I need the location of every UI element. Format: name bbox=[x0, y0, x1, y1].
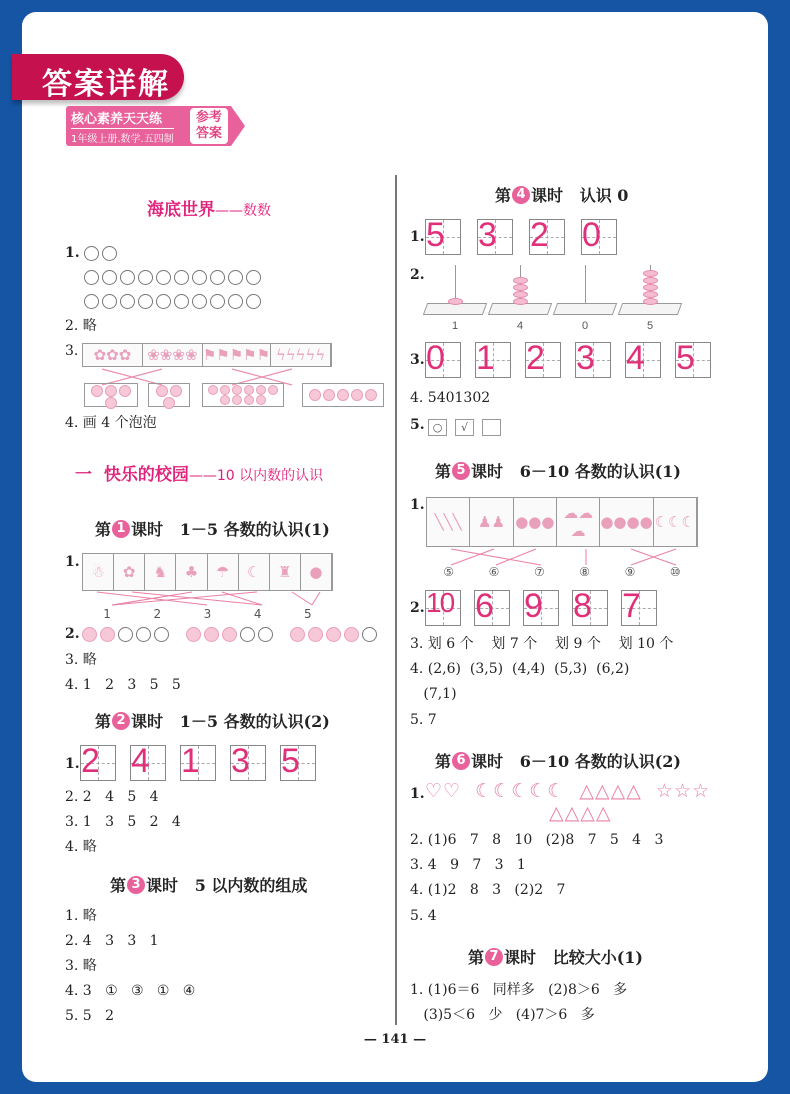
page-number: — 141 — bbox=[363, 1032, 427, 1047]
answer-box: √ bbox=[455, 419, 474, 436]
circle bbox=[136, 627, 151, 642]
circle bbox=[102, 246, 117, 261]
answer-line: 5. 7 bbox=[410, 712, 437, 728]
number-labels bbox=[426, 565, 698, 579]
writing-box bbox=[575, 339, 611, 378]
answer-line: 4. 略 bbox=[65, 839, 97, 855]
writing-box bbox=[425, 339, 461, 378]
circle bbox=[82, 627, 97, 642]
answer-line: 1. (1)6＝6 同样多 (2)8＞6 多 bbox=[410, 982, 628, 998]
writing-box bbox=[675, 339, 711, 378]
bubble bbox=[365, 389, 377, 401]
writing-box bbox=[525, 339, 561, 378]
writing-box bbox=[529, 216, 565, 255]
lesson-7-title: 第 7 课时 比较大小(1) bbox=[468, 948, 644, 967]
answer-line: 4. 5401302 bbox=[410, 390, 491, 406]
bubble bbox=[268, 385, 278, 395]
answer-line: (7,1) bbox=[410, 686, 457, 702]
handwritten-digit: 10 bbox=[426, 587, 454, 618]
bubble bbox=[220, 385, 230, 395]
abacus-base bbox=[553, 303, 617, 315]
book-badge bbox=[66, 106, 231, 146]
circle bbox=[100, 627, 115, 642]
bubble bbox=[208, 385, 218, 395]
badge-subtitle: 1年级上册.数学.五四制 bbox=[71, 128, 174, 145]
circle bbox=[154, 627, 169, 642]
answer-line: 3. 1 3 5 2 4 bbox=[65, 814, 181, 830]
abacus-bead bbox=[643, 291, 658, 298]
number-label: 4 bbox=[253, 607, 262, 621]
abacus-label: 0 bbox=[582, 320, 589, 332]
lesson-2-title: 第 2 课时 1－5 各数的认识(2) bbox=[95, 712, 330, 731]
answer-line: 3. 4 9 7 3 1 bbox=[410, 857, 526, 873]
answer-line: 3. 划 6 个 划 7 个 划 9 个 划 10 个 bbox=[410, 636, 674, 652]
bubble bbox=[351, 389, 363, 401]
writing-box bbox=[625, 339, 661, 378]
answer-line: 4. 3 ① ③ ① ④ bbox=[65, 983, 196, 999]
number-label: 5 bbox=[304, 607, 312, 621]
bubble bbox=[244, 395, 254, 405]
circle bbox=[102, 294, 117, 309]
circle bbox=[102, 270, 117, 285]
handwritten-digit: 7 bbox=[622, 587, 641, 625]
bubble-groups bbox=[84, 383, 384, 407]
abacus-label: 4 bbox=[517, 320, 524, 332]
circle bbox=[174, 294, 189, 309]
circle bbox=[192, 270, 207, 285]
shapes-drawing-row2: △△△△ bbox=[549, 802, 612, 824]
bubble bbox=[232, 385, 242, 395]
answer-line: 5. bbox=[410, 417, 425, 433]
number-label: 3 bbox=[203, 607, 212, 621]
bubble bbox=[170, 385, 182, 397]
handwritten-digit: 1 bbox=[181, 742, 200, 780]
bubble bbox=[105, 397, 117, 409]
circle bbox=[326, 627, 341, 642]
abacus-bead bbox=[643, 298, 658, 305]
circle bbox=[228, 270, 243, 285]
answer-line: 3. 略 bbox=[65, 958, 97, 974]
badge-title: 核心素养天天练 bbox=[71, 112, 163, 127]
section-title-unit bbox=[75, 460, 323, 485]
circle bbox=[120, 294, 135, 309]
writing-boxes bbox=[80, 742, 316, 781]
circle bbox=[210, 294, 225, 309]
writing-box bbox=[621, 587, 657, 626]
circle bbox=[174, 270, 189, 285]
matching-picture: ☃ ✿ ♞ ♣ ☂ ☾ ♜ ● bbox=[82, 553, 333, 591]
circle bbox=[192, 294, 207, 309]
badge-tag bbox=[190, 108, 228, 144]
bubble bbox=[91, 385, 103, 397]
writing-box bbox=[477, 216, 513, 255]
abacus-bead bbox=[643, 277, 658, 284]
answer-line: 2. bbox=[65, 626, 80, 642]
bubble bbox=[337, 389, 349, 401]
badge-tag-2: 答案 bbox=[195, 126, 222, 141]
sea-subtitle: ——数数 bbox=[215, 203, 271, 219]
writing-box bbox=[425, 216, 461, 255]
circle bbox=[290, 627, 305, 642]
circle-row bbox=[84, 294, 264, 309]
number-label: ⑤ bbox=[443, 565, 455, 579]
circle-row bbox=[84, 270, 264, 285]
sea-title: 海底世界 bbox=[147, 200, 215, 220]
bubble bbox=[309, 389, 321, 401]
handwritten-digit: 4 bbox=[626, 339, 645, 377]
arrow-icon bbox=[231, 106, 245, 146]
number-label: 2 bbox=[153, 607, 162, 621]
answer-line: 1. bbox=[65, 245, 80, 261]
handwritten-digit: 2 bbox=[526, 339, 545, 377]
answer-line: 1. bbox=[410, 497, 425, 513]
number-label: ⑧ bbox=[579, 565, 591, 579]
circle bbox=[138, 270, 153, 285]
bubble bbox=[163, 397, 175, 409]
lesson-1-title: 第 1 课时 1－5 各数的认识(1) bbox=[95, 520, 330, 539]
abacus-bead bbox=[643, 270, 658, 277]
writing-box bbox=[474, 587, 510, 626]
answer-line: 5. 5 2 bbox=[65, 1008, 114, 1024]
answer-line: 3. bbox=[410, 352, 425, 368]
abacus-bead bbox=[513, 277, 528, 284]
circle bbox=[246, 270, 261, 285]
circle bbox=[118, 627, 133, 642]
circle bbox=[258, 627, 273, 642]
lesson-3-title: 第 3 课时 5 以内数的组成 bbox=[110, 876, 308, 895]
answer-line: 4. (1)2 8 3 (2)2 7 bbox=[410, 882, 566, 898]
circle bbox=[84, 246, 99, 261]
handwritten-digit: 3 bbox=[231, 742, 250, 780]
lesson-number-badge: 5 bbox=[452, 462, 470, 480]
handwritten-digit: 2 bbox=[530, 216, 549, 254]
answer-line: 2. 2 4 5 4 bbox=[65, 789, 159, 805]
answer-line: 3. 略 bbox=[65, 652, 97, 668]
writing-boxes bbox=[425, 339, 711, 378]
bubble-group bbox=[302, 383, 384, 407]
bubble-group bbox=[202, 383, 284, 407]
number-label: 1 bbox=[103, 607, 111, 621]
lesson-6-title: 第 6 课时 6－10 各数的认识(2) bbox=[435, 752, 681, 771]
answer-line: 1. bbox=[65, 756, 80, 772]
circle bbox=[138, 294, 153, 309]
writing-box bbox=[230, 742, 266, 781]
writing-box bbox=[80, 742, 116, 781]
bubble-group bbox=[148, 383, 190, 407]
handwritten-digit: 9 bbox=[524, 587, 543, 625]
answer-box bbox=[482, 419, 501, 436]
bubble bbox=[220, 395, 230, 405]
answer-line: 2. bbox=[410, 267, 425, 283]
bubble-group bbox=[84, 383, 138, 407]
column-divider bbox=[395, 175, 397, 1025]
writing-boxes bbox=[425, 587, 657, 626]
answer-line: 4. 画 4 个泡泡 bbox=[65, 415, 157, 431]
circle bbox=[84, 270, 99, 285]
abacus-label: 5 bbox=[647, 320, 654, 332]
bubble bbox=[156, 385, 168, 397]
handwritten-digit: 8 bbox=[573, 587, 592, 625]
bubble bbox=[244, 385, 254, 395]
answer-box: ○ bbox=[428, 419, 447, 436]
abacus-bead bbox=[513, 284, 528, 291]
answer-line: 2. bbox=[410, 600, 425, 616]
circle bbox=[308, 627, 323, 642]
unit-title: 一 快乐的校园 bbox=[75, 465, 189, 485]
writing-box bbox=[572, 587, 608, 626]
writing-box bbox=[425, 587, 461, 626]
handwritten-digit: 1 bbox=[476, 339, 495, 377]
answer-line: 1. 略 bbox=[65, 908, 97, 924]
bubble bbox=[105, 385, 117, 397]
abacus-bead bbox=[643, 284, 658, 291]
lesson-number-badge: 2 bbox=[112, 712, 130, 730]
unit-subtitle: ——10 以内数的认识 bbox=[188, 468, 324, 484]
number-label: ⑨ bbox=[624, 565, 636, 579]
lesson-number-badge: 3 bbox=[127, 876, 145, 894]
bubble bbox=[232, 395, 242, 405]
lesson-5-title: 第 5 课时 6－10 各数的认识(1) bbox=[435, 462, 681, 481]
handwritten-digit: 2 bbox=[81, 742, 100, 780]
handwritten-digit: 5 bbox=[426, 216, 445, 254]
bubble bbox=[323, 389, 335, 401]
answer-ribbon: 答案详解 bbox=[12, 54, 184, 100]
answer-line: 5. 4 bbox=[410, 908, 437, 924]
writing-box bbox=[180, 742, 216, 781]
handwritten-digit: 3 bbox=[478, 216, 497, 254]
writing-box bbox=[130, 742, 166, 781]
answer-line: 2. (1)6 7 8 10 (2)8 7 5 4 3 bbox=[410, 832, 664, 848]
bubble bbox=[119, 385, 131, 397]
answer-line: 2. 略 bbox=[65, 318, 97, 334]
answer-line: 1. bbox=[410, 229, 425, 245]
circle bbox=[186, 627, 201, 642]
answer-line: 4. (2,6) (3,5) (4,4) (5,3) (6,2) bbox=[410, 661, 630, 677]
number-label: ⑩ bbox=[669, 565, 681, 579]
writing-boxes bbox=[425, 216, 617, 255]
matching-lines bbox=[426, 547, 698, 567]
answer-line: (3)5＜6 少 (4)7＞6 多 bbox=[410, 1007, 595, 1023]
handwritten-digit: 0 bbox=[426, 339, 445, 377]
lesson-number-badge: 6 bbox=[452, 752, 470, 770]
number-label: ⑥ bbox=[488, 565, 500, 579]
writing-box bbox=[280, 742, 316, 781]
lesson-4-title: 第 4 课时 认识 0 bbox=[495, 186, 629, 205]
bubble bbox=[256, 385, 266, 395]
bubble bbox=[256, 395, 266, 405]
handwritten-digit: 6 bbox=[475, 587, 494, 625]
answer-line: 3. bbox=[65, 343, 79, 359]
answer-line: 1. bbox=[65, 554, 80, 570]
circle bbox=[156, 270, 171, 285]
circle bbox=[222, 627, 237, 642]
circle bbox=[120, 270, 135, 285]
circle-row bbox=[84, 246, 120, 261]
abacus-label: 1 bbox=[452, 320, 459, 332]
circle bbox=[210, 270, 225, 285]
handwritten-digit: 4 bbox=[131, 742, 150, 780]
shapes-drawing: ♡♡ ☾☾☾☾☾ △△△△ ☆☆☆ bbox=[425, 780, 711, 802]
writing-box bbox=[581, 216, 617, 255]
circle bbox=[156, 294, 171, 309]
number-labels bbox=[82, 607, 333, 621]
circle bbox=[228, 294, 243, 309]
lesson-number-badge: 7 bbox=[485, 948, 503, 966]
circle bbox=[246, 294, 261, 309]
matching-picture-top: ✿✿✿ ❀❀❀❀ ⚑⚑⚑⚑⚑ ϟϟϟϟϟ bbox=[82, 343, 332, 367]
handwritten-digit: 0 bbox=[582, 216, 601, 254]
circle bbox=[84, 294, 99, 309]
handwritten-digit: 3 bbox=[576, 339, 595, 377]
answer-boxes bbox=[428, 419, 509, 436]
answer-line: 2. 4 3 3 1 bbox=[65, 933, 159, 949]
circle bbox=[204, 627, 219, 642]
lesson-number-badge: 1 bbox=[112, 520, 130, 538]
matching-picture: ╲╲╲ ♟♟ ●●● ☁☁☁ ●●●● ☾☾☾ bbox=[426, 497, 698, 547]
abacus-bead bbox=[513, 291, 528, 298]
circle-row bbox=[82, 627, 380, 642]
section-title-sea bbox=[147, 195, 271, 220]
writing-box bbox=[475, 339, 511, 378]
lesson-number-badge: 4 bbox=[512, 186, 530, 204]
number-label: ⑦ bbox=[533, 565, 545, 579]
answer-line: 4. 1 2 3 5 5 bbox=[65, 677, 181, 693]
handwritten-digit: 5 bbox=[676, 339, 695, 377]
circle bbox=[344, 627, 359, 642]
abacus-bead bbox=[448, 298, 463, 305]
writing-box bbox=[523, 587, 559, 626]
abacus-bead bbox=[513, 298, 528, 305]
abacus-diagram bbox=[425, 265, 685, 333]
abacus-rod bbox=[585, 265, 586, 307]
circle bbox=[240, 627, 255, 642]
answer-line: 1. bbox=[410, 786, 425, 802]
handwritten-digit: 5 bbox=[281, 742, 300, 780]
badge-tag-1: 参考 bbox=[195, 110, 222, 125]
circle bbox=[362, 627, 377, 642]
